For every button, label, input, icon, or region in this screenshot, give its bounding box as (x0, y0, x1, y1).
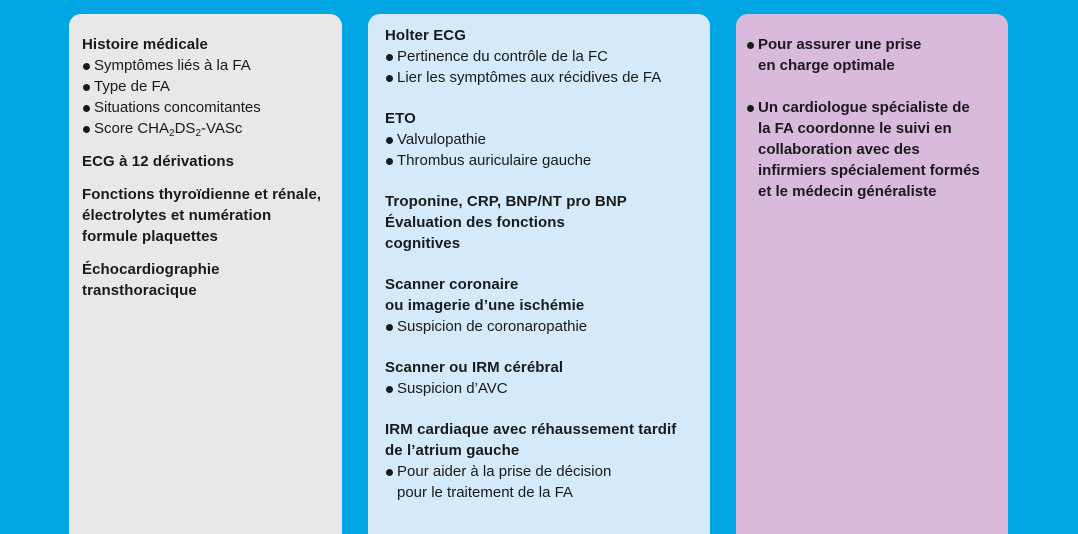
column-medical-history (69, 14, 342, 534)
eto-title: ETO (385, 110, 416, 127)
irm-cardiaque-item-line: pour le traitement de la FA (397, 484, 573, 501)
echo-line: Échocardiographie (82, 261, 220, 278)
purple-item-2-line: infirmiers spécialement formés (758, 162, 980, 179)
troponine-line: cognitives (385, 235, 461, 252)
column-examinations (368, 14, 710, 534)
purple-item-2-line: collaboration avec des (758, 141, 920, 158)
irm-cardiaque-item-line: Pour aider à la prise de décision (397, 463, 612, 480)
section-scanner-coronaire (385, 274, 710, 337)
irm-cerebral-item: Suspicion d’AVC (385, 378, 710, 399)
echo-line: transthoracique (82, 282, 197, 299)
purple-item-2 (746, 97, 1008, 202)
purple-item-2-line: et le médecin généraliste (758, 183, 937, 200)
holter-item: Lier les symptômes aux récidives de FA (385, 67, 710, 88)
purple-item-1-line: en charge optimale (758, 57, 895, 74)
ecg-title: ECG à 12 dérivations (82, 153, 235, 170)
score-prefix: Score CHA (94, 120, 170, 137)
irm-cardiaque-item (385, 461, 710, 503)
score-mid: DS (174, 120, 196, 137)
column-coordination (736, 14, 1008, 534)
section-echo (82, 259, 342, 301)
histoire-item: Type de FA (82, 76, 342, 97)
histoire-item: Symptômes liés à la FA (82, 55, 342, 76)
section-histoire-medicale (82, 34, 342, 139)
scanner-line: ou imagerie d’une ischémie (385, 297, 585, 314)
holter-title: Holter ECG (385, 27, 467, 44)
section-irm-cardiaque (385, 419, 710, 503)
section-irm-cerebral (385, 357, 710, 399)
eto-item: Thrombus auriculaire gauche (385, 150, 710, 171)
section-holter (385, 25, 710, 88)
irm-cardiaque-line: de l’atrium gauche (385, 442, 520, 459)
histoire-item: Situations concomitantes (82, 97, 342, 118)
section-ecg (82, 151, 342, 172)
irm-cardiaque-line: IRM cardiaque avec réhaussement tardif (385, 421, 677, 438)
purple-item-2-line: la FA coordonne le suivi en (758, 120, 952, 137)
scanner-item: Suspicion de coronaropathie (385, 316, 710, 337)
section-eto (385, 108, 710, 171)
troponine-line: Troponine, CRP, BNP/NT pro BNP (385, 193, 627, 210)
section-troponine (385, 191, 710, 254)
fonctions-line: Fonctions thyroïdienne et rénale, (82, 186, 322, 203)
eto-item: Valvulopathie (385, 129, 710, 150)
fonctions-line: électrolytes et numération (82, 207, 272, 224)
purple-item-1 (746, 34, 1008, 76)
holter-item: Pertinence du contrôle de la FC (385, 46, 710, 67)
irm-cerebral-title: Scanner ou IRM cérébral (385, 359, 564, 376)
section-fonctions (82, 184, 342, 247)
score-sub1: 2 (169, 128, 175, 139)
purple-item-2-line: Un cardiologue spécialiste de (758, 99, 970, 116)
score-sub2: 2 (195, 128, 201, 139)
histoire-title: Histoire médicale (82, 36, 208, 53)
purple-item-1-line: Pour assurer une prise (758, 36, 922, 53)
score-suffix: -VASc (201, 120, 243, 137)
troponine-line: Évaluation des fonctions (385, 214, 565, 231)
scanner-line: Scanner coronaire (385, 276, 519, 293)
fonctions-line: formule plaquettes (82, 228, 218, 245)
score-item (82, 118, 342, 139)
